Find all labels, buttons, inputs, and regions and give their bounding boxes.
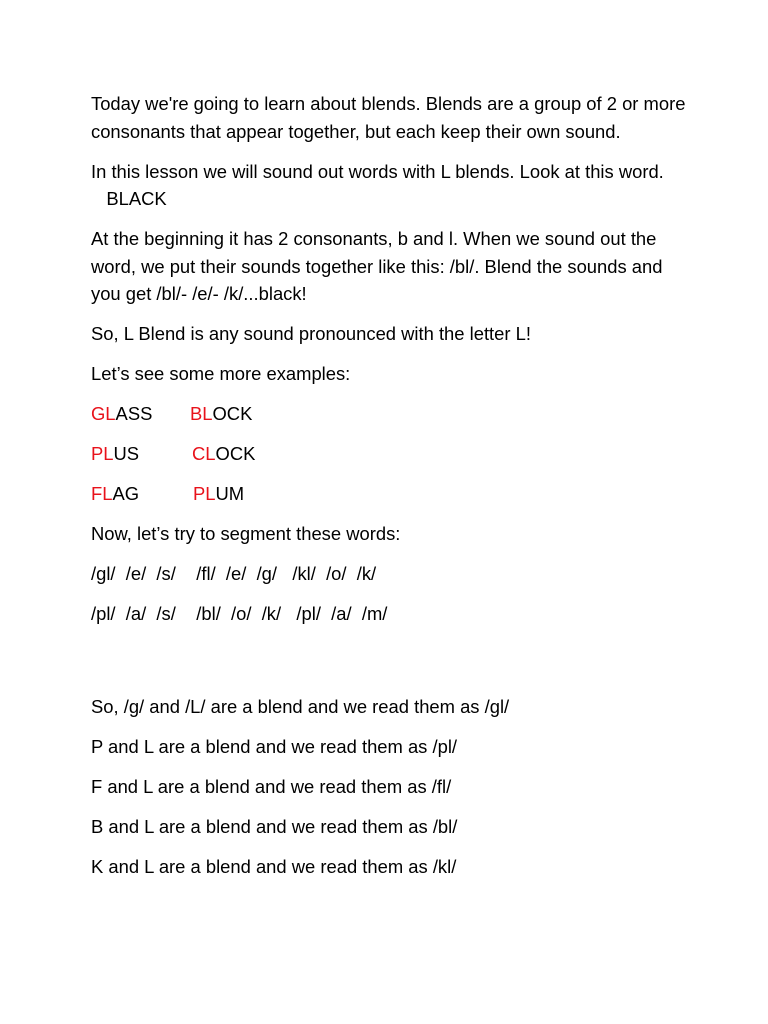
beginning-paragraph: At the beginning it has 2 consonants, b and l. When we sound out the word, we put their sounds together like this: /bl/. Blend the sounds and you get /bl/- /e/- /k/...black! [91,228,663,304]
summary-line-1: So, /g/ and /L/ are a blend and we read them as /gl/ [91,696,510,717]
lesson-text: In this lesson we will sound out words with L blends. Look at this word. [91,160,664,182]
example-row-1 [91,400,691,428]
example-word-right [192,440,255,468]
example-word-left [91,480,139,508]
word-rest: OCK [215,443,256,464]
example-row-3 [91,480,691,508]
example-word: BLACK [106,188,167,209]
lesson-paragraph [91,158,691,213]
blend-letters: PL [193,483,216,504]
definition-paragraph: So, L Blend is any sound pronounced with the letter L! [91,323,531,344]
examples-heading: Let’s see some more examples: [91,363,351,384]
example-row-2 [91,440,691,468]
spacer [91,640,691,693]
word-rest: US [113,443,140,464]
example-word-left [91,440,139,468]
example-word-right [193,480,244,508]
word-rest: UM [215,483,245,504]
summary-line-5: K and L are a blend and we read them as /kl/ [91,856,457,877]
segment-heading: Now, let’s try to segment these words: [91,523,401,544]
blend-letters: FL [91,483,113,504]
document-page [91,90,691,893]
segment-line-1: /gl/ /e/ /s/ /fl/ /e/ /g/ /kl/ /o/ /k/ [91,563,377,584]
word-rest: AG [112,483,140,504]
intro-paragraph: Today we're going to learn about blends. Blends are a group of 2 or more consonants that appear together, but each keep their own sound. [91,93,686,142]
word-rest: ASS [115,403,153,424]
blend-letters: BL [190,403,213,424]
word-rest: OCK [212,403,253,424]
summary-line-4: B and L are a blend and we read them as /bl/ [91,816,458,837]
blend-letters: CL [192,443,216,464]
summary-line-3: F and L are a blend and we read them as /fl/ [91,776,452,797]
example-word-right [190,400,252,428]
blend-letters: PL [91,443,114,464]
example-word-left [91,400,152,428]
summary-line-2: P and L are a blend and we read them as /pl/ [91,736,458,757]
blend-letters: GL [91,403,116,424]
segment-line-2: /pl/ /a/ /s/ /bl/ /o/ /k/ /pl/ /a/ /m/ [91,603,388,624]
